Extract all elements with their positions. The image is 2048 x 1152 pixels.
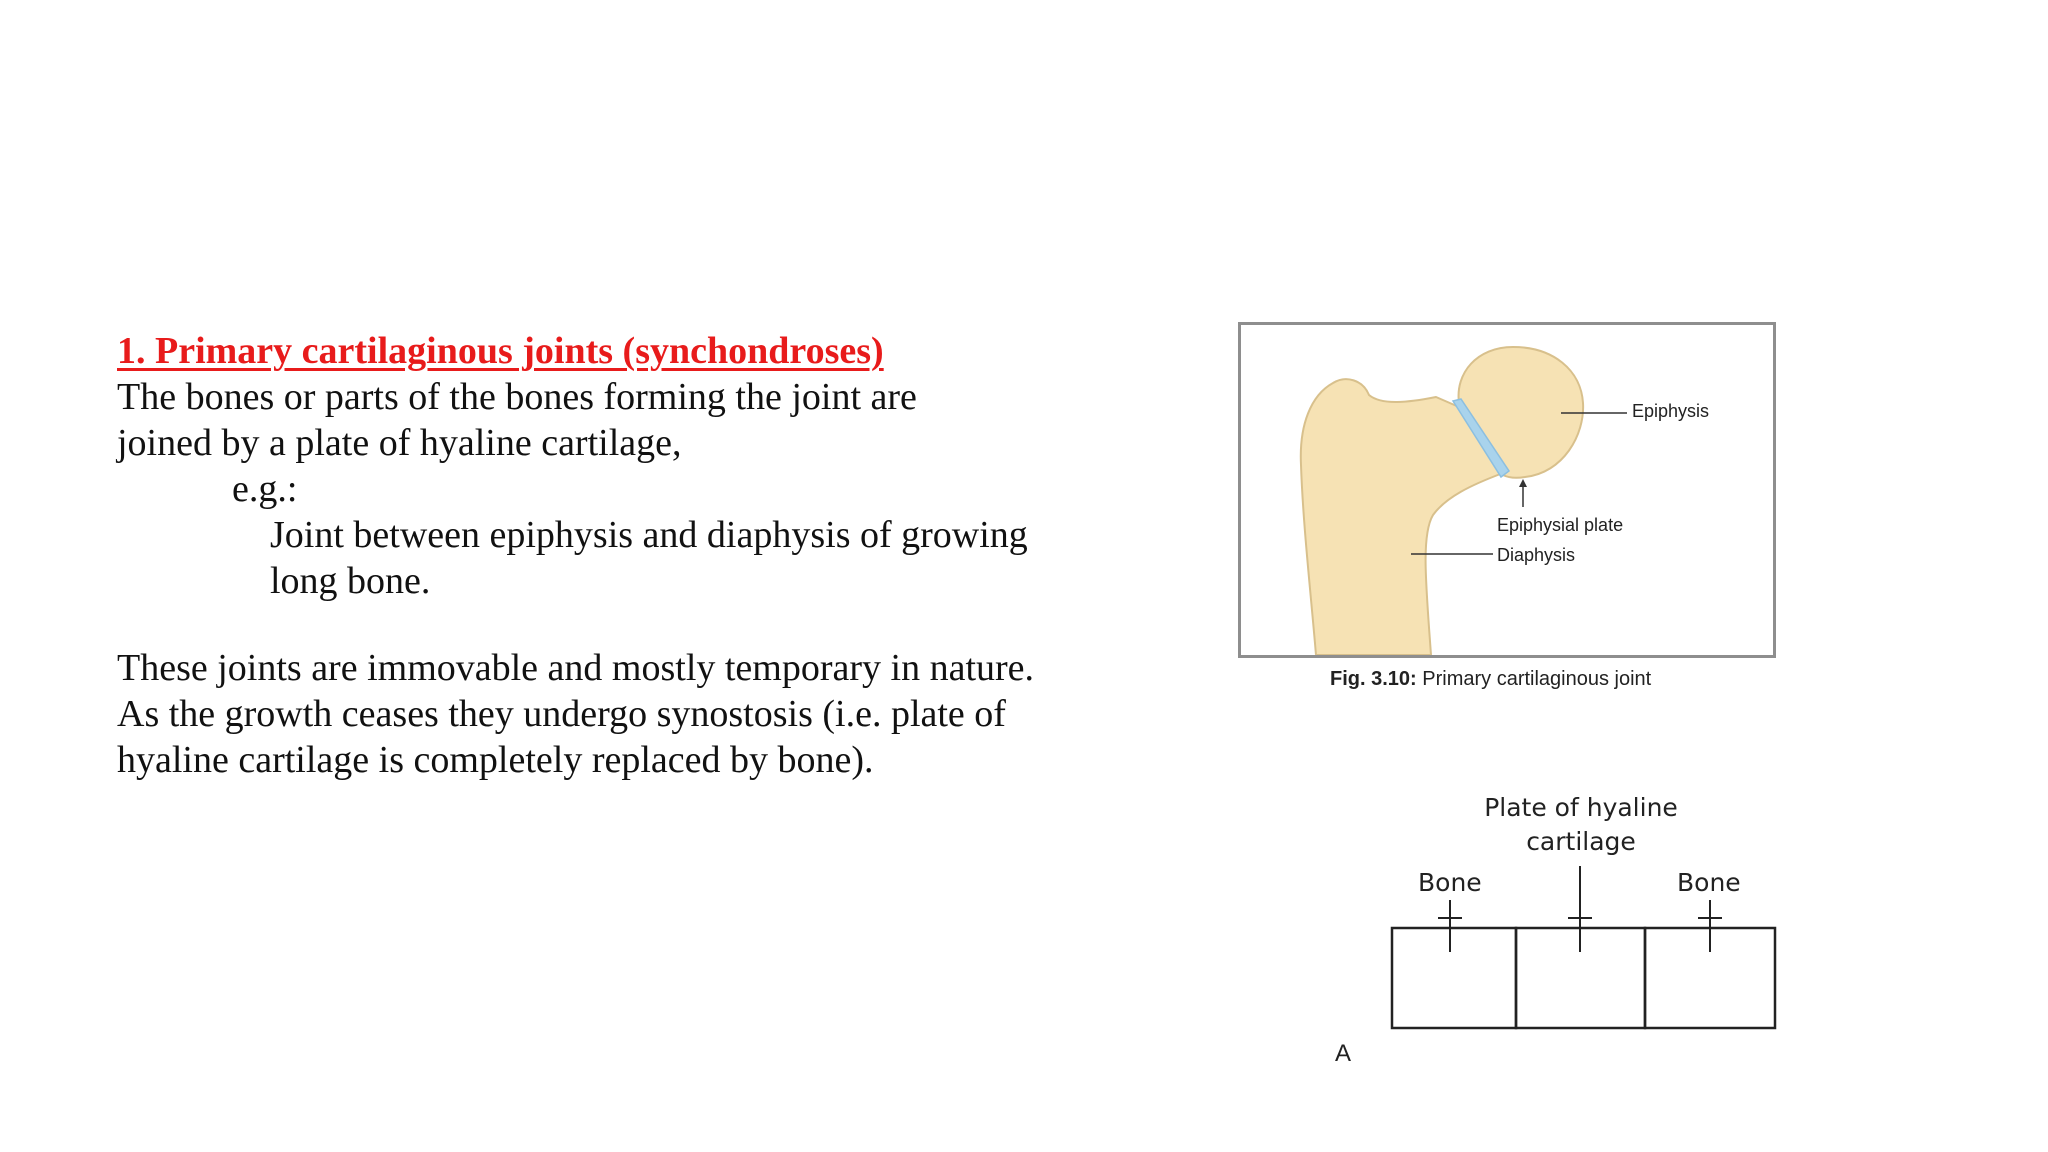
panel-letter: A bbox=[1335, 1040, 1352, 1067]
intro-line-2: joined by a plate of hyaline cartilage, bbox=[117, 422, 682, 464]
schematic-bone-left bbox=[1392, 928, 1516, 1028]
epiphysis-label: Epiphysis bbox=[1632, 401, 1710, 421]
plate-label-line-2: cartilage bbox=[1526, 827, 1636, 856]
bone-label-left: Bone bbox=[1418, 868, 1482, 897]
paragraph-gap bbox=[117, 604, 1077, 645]
figure1-caption-text: Primary cartilaginous joint bbox=[1416, 668, 1652, 690]
intro-line-1: The bones or parts of the bones forming the joint are bbox=[117, 376, 917, 418]
epiphysial-plate-arrowhead bbox=[1519, 479, 1527, 487]
text-block bbox=[117, 328, 1077, 783]
plate-label-line-1: Plate of hyaline bbox=[1484, 793, 1678, 822]
example-line-1: Joint between epiphysis and diaphysis of growing bbox=[270, 514, 1028, 556]
epiphysial-plate-label: Epiphysial plate bbox=[1497, 515, 1624, 535]
figure1-caption-number: Fig. 3.10: bbox=[1330, 668, 1417, 690]
para2-line-3: hyaline cartilage is completely replaced by bone). bbox=[117, 739, 874, 781]
example-line-2: long bone. bbox=[270, 560, 431, 602]
figure-femur-frame bbox=[1238, 322, 1776, 658]
figure1-caption bbox=[1330, 668, 1651, 691]
para2-line-2: As the growth ceases they undergo synostosis (i.e. plate of bbox=[117, 693, 1006, 735]
eg-label: e.g.: bbox=[232, 468, 298, 510]
bone-label-right: Bone bbox=[1677, 868, 1741, 897]
para2-line-1: These joints are immovable and mostly temporary in nature. bbox=[117, 647, 1035, 689]
section-heading: 1. Primary cartilaginous joints (synchondroses) bbox=[117, 330, 884, 372]
diaphysis-label: Diaphysis bbox=[1497, 545, 1576, 565]
joint-schematic bbox=[1380, 860, 1780, 1030]
femur-illustration bbox=[1241, 325, 1773, 655]
